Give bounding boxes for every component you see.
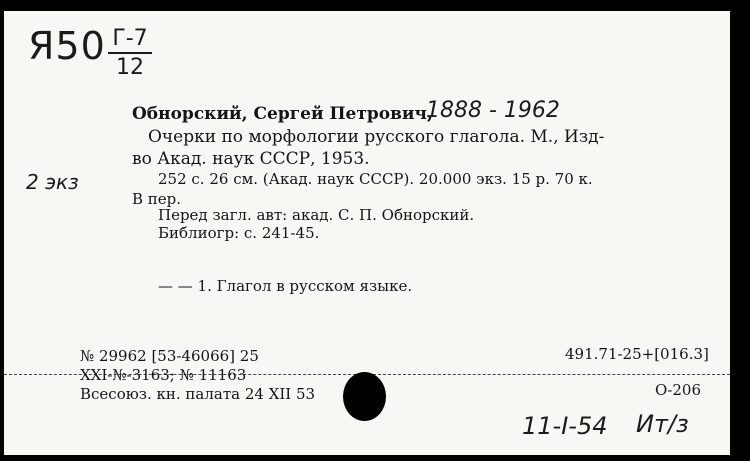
call-fraction-bottom: 12 — [116, 55, 144, 80]
author-heading: Обнорский, Сергей Петрович, — [132, 104, 433, 124]
call-fraction — [108, 26, 152, 80]
scan-edge-bottom — [0, 455, 750, 461]
author-note: Перед загл. авт: акад. С. П. Обнорский. — [158, 206, 475, 224]
call-number: Я50 — [28, 24, 106, 68]
binding-note: В пер. — [132, 190, 182, 208]
punch-hole — [343, 372, 386, 421]
call-fraction-line — [108, 52, 152, 54]
author-mark: О-206 — [655, 381, 701, 399]
classification-code: 491.71-25+[016.3] — [565, 345, 709, 363]
subject-heading: — — 1. Глагол в русском языке. — [158, 277, 413, 295]
copies-note: 2 экз — [26, 170, 79, 194]
scan-edge-left — [0, 0, 4, 461]
author-years: 1888 - 1962 — [426, 98, 560, 123]
registration-number: № 29962 [53-46066] 25 — [80, 347, 259, 365]
handwritten-initials: Ит/з — [636, 410, 689, 438]
scan-edge-right — [730, 0, 750, 461]
physical-description: 252 с. 26 см. (Акад. наук СССР). 20.000 экз. 15 р. 70 к. — [158, 170, 593, 188]
registration-line-2: XXI-№-3163; № 11163 — [80, 366, 247, 384]
title-line-1: Очерки по морфологии русского глагола. М., Изд- — [148, 127, 605, 147]
title-line-2: во Акад. наук СССР, 1953. — [132, 149, 370, 169]
bibliography-note: Библиогр: с. 241-45. — [158, 224, 320, 242]
call-fraction-top: Г-7 — [112, 26, 148, 51]
handwritten-date: 11-I-54 — [522, 412, 608, 440]
scan-edge-top — [0, 0, 750, 11]
chamber-imprint: Всесоюз. кн. палата 24 XII 53 — [80, 385, 316, 403]
